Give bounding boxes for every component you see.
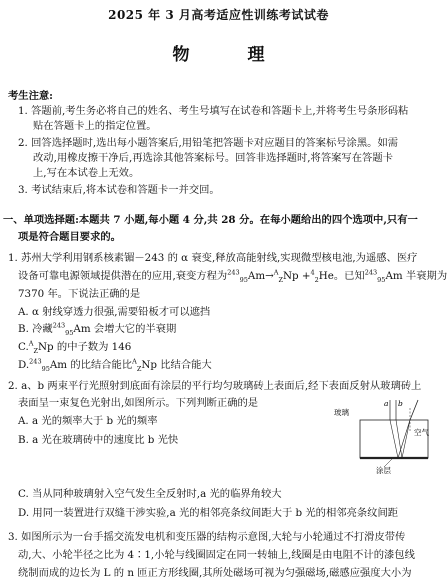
question-1-stem: 设备可靠电源领域提供潜在的应用,衰变方程为$^{243}_{95}$Am→$^A_Z$Np +$^4_2$He。已知$^{243}_{95}$Am 半衰期为	[18, 268, 447, 285]
ray-label-a: a	[384, 399, 389, 408]
air-label: 空气	[414, 428, 429, 437]
question-2-stem: 2. a、b 两束平行光照射到底面有涂层的平行均匀玻璃砖上表面后,经下表面反射从玻璃砖上	[8, 380, 422, 392]
emergent-ray	[410, 400, 418, 420]
notice-line: 1. 答题前,考生务必将自己的姓名、考生号填写在试卷和答题卡上,并将考生号条形码粘	[18, 105, 409, 117]
question-2-option-c: C. 当从同种玻璃射入空气发生全反射时,a 光的临界角较大	[18, 488, 282, 500]
question-3-stem: 3. 如图所示为一台手摇交流发电机和变压器的结构示意图,大轮与小轮通过不打滑皮带传	[8, 531, 406, 543]
question-3-stem: 动,大、小轮半径之比为 4∶1,小轮与线圈固定在同一转轴上,线圈是由电阻不计的漆包线	[18, 549, 415, 561]
glass-refraction-figure	[332, 398, 432, 484]
question-1-option-a: A. α 射线穿透力很强,需要铅板才可以遮挡	[18, 306, 211, 318]
question-1-option-c: C.$^A_Z$Np 的中子数为 146	[18, 339, 132, 356]
notice-line: 2. 回答选择题时,选出每小题答案后,用铅笔把答题卡对应题目的答案标号涂黑。如需	[18, 137, 399, 149]
question-2-stem: 表面呈一束复色光射出,如图所示。下列判断正确的是	[18, 397, 259, 409]
notice-line: 改动,用橡皮擦干净后,再选涂其他答案标号。回答非选择题时,将答案写在答题卡	[33, 152, 393, 164]
section-heading: 项是符合题目要求的。	[18, 231, 121, 243]
question-3-stem: 绕制而成的边长为 L 的 n 匝正方形线圈,其所处磁场可视为匀强磁场,磁感应强度大小为	[18, 567, 412, 579]
notice-line: 3. 考试结束后,将本试卷和答题卡一并交回。	[18, 184, 220, 196]
question-1-option-b: B. 冷藏$^{243}_{95}$Am 会增大它的半衰期	[18, 321, 177, 338]
question-1-option-d: D.$^{243}_{95}$Am 的比结合能比$^A_Z$Np 比结合能大	[18, 357, 212, 374]
ray-label-b: b	[398, 399, 403, 408]
glass-label: 玻璃	[334, 408, 349, 417]
notice-heading: 考生注意:	[8, 90, 53, 102]
notice-line: 贴在答题卡上的指定位置。	[33, 120, 157, 132]
question-1-stem: 7370 年。下说法正确的是	[18, 288, 141, 300]
exam-title: 2025 年 3 月高考适应性训练考试试卷	[108, 8, 329, 22]
subject-title: 物 理	[172, 45, 291, 65]
question-1-stem: 1. 苏州大学利用钢系核素镅－243 的 α 衰变,释放高能射线,实现微型核电池,为遥感、医疗	[8, 252, 418, 264]
question-2-option-a: A. a 光的频率大于 b 光的频率	[18, 415, 158, 427]
notice-line: 上,写在本试卷上无效。	[33, 167, 140, 179]
question-2-option-d: D. 用同一装置进行双缝干涉实验,a 光的相邻亮条纹间距大于 b 光的相邻亮条纹间距	[18, 507, 399, 519]
question-2-option-b: B. a 光在玻璃砖中的速度比 b 光快	[18, 434, 179, 446]
section-heading: 一、单项选择题:本题共 7 小题,每小题 4 分,共 28 分。在每小题给出的四个选项中,只有一	[3, 214, 418, 226]
coating-label: 涂层	[376, 466, 391, 475]
